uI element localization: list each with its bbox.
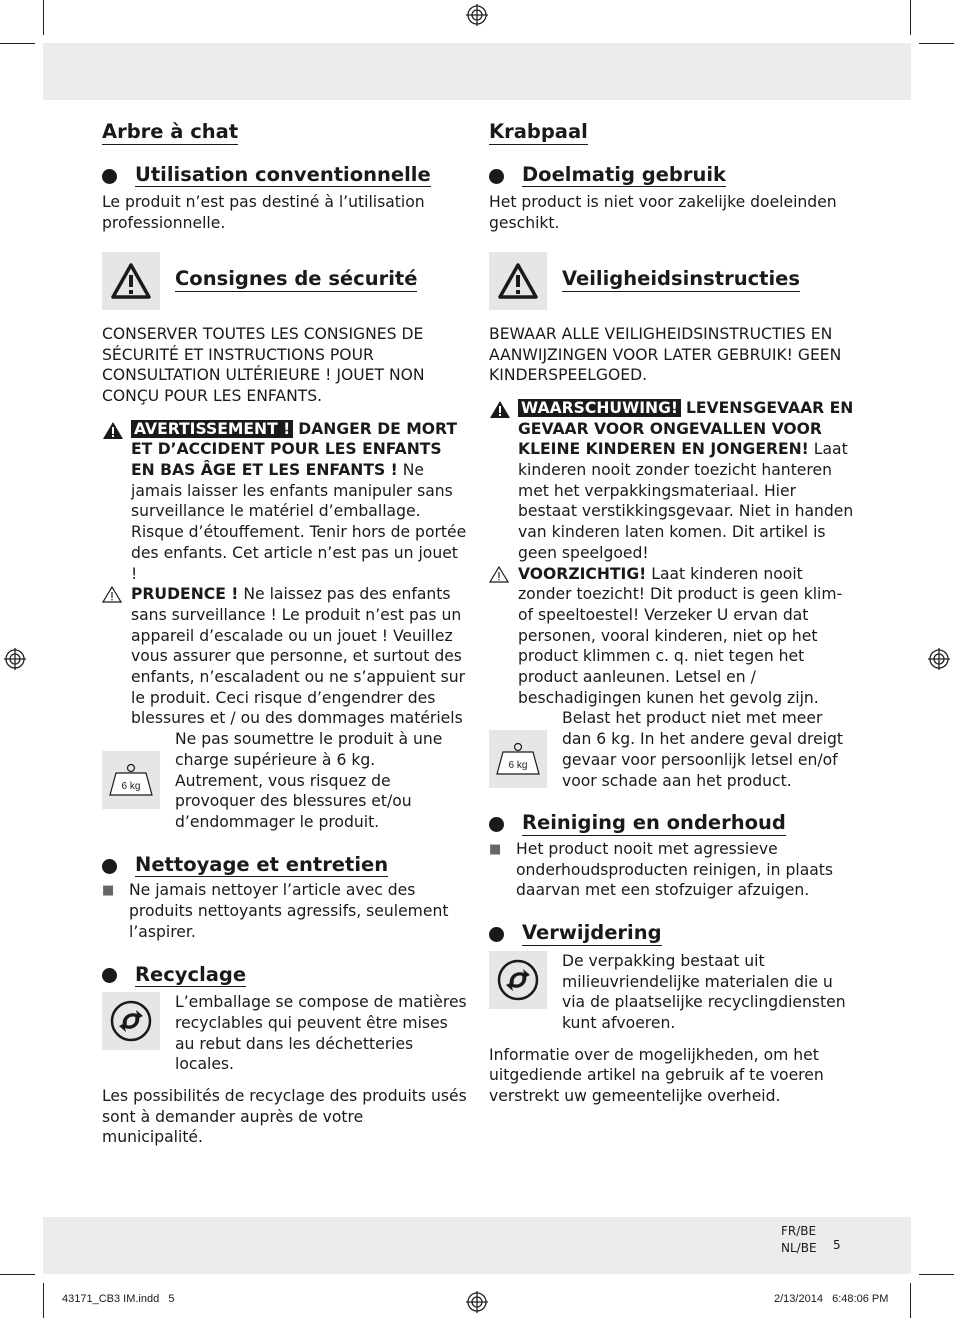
weight-text: Belast het product niet met meer dan 6 kg. In het andere geval dreigt gevaar voor persoonlijk letsel en/of voor schade aan het product.	[562, 709, 844, 790]
svg-text:6 kg: 6 kg	[121, 781, 141, 793]
section-heading-cleaning: Reiniging en onderhoud	[522, 811, 786, 835]
weight-icon	[489, 730, 547, 788]
section-heading-use: Doelmatig gebruik	[522, 162, 727, 186]
section-heading-cleaning: Nettoyage et entretien	[135, 852, 389, 876]
page-title: Arbre à chat	[102, 120, 239, 143]
section-heading-safety: Veiligheidsinstructies	[562, 267, 801, 291]
safety-intro: BEWAAR ALLE VEILIGHEIDSINSTRUCTIES EN AANWIJZINGEN VOOR LATER GEBRUIK! GEEN KINDERSPEELGOED.	[489, 324, 842, 385]
warning-triangle-icon	[102, 252, 160, 310]
weight-block	[102, 729, 468, 833]
warning-label: WAARSCHUWING!	[518, 399, 681, 417]
square-bullet-icon: ■	[102, 883, 115, 899]
header-band	[43, 43, 911, 100]
crop-mark	[0, 43, 35, 44]
cleaning-text: Het product nooit met agressieve onderhoudsproducten reinigen, in plaats daarvan met een stofzuiger afzuigen.	[516, 839, 834, 900]
page-title: Krabpaal	[489, 120, 588, 143]
cleaning-text: Ne jamais nettoyer l’article avec des produits nettoyants agressifs, seulement l’aspirer.	[129, 881, 449, 941]
weight-icon	[102, 751, 160, 809]
caution-outline-icon	[102, 584, 131, 729]
warning-bold: LEVENSGEVAAR EN GEVAAR VOOR ONGEVALLEN VOOR KLEINE KINDEREN EN JONGEREN!	[518, 398, 854, 459]
recycling-block	[102, 992, 468, 1075]
section-heading-recycling: Verwijdering	[522, 921, 662, 945]
column-french	[102, 120, 468, 1148]
recycling-note: Les possibilités de recyclage des produits usés sont à demander auprès de votre municipalité.	[102, 1087, 467, 1147]
registration-mark-icon	[466, 4, 488, 26]
section-heading-safety: Consignes de sécurité	[175, 267, 418, 291]
recycling-text: L’emballage se compose de matières recyclables qui peuvent être mises au rebut dans les déchetteries locales.	[175, 993, 467, 1074]
warning-text: Ne jamais laisser les enfants manipuler sans surveillance le matériel d’emballage. Risque d’étouffement. Tenir hors de portée des enfants. Cet article n’est pas un jouet !	[131, 461, 467, 583]
bullet-icon	[102, 859, 117, 874]
crop-mark	[43, 1283, 44, 1318]
crop-mark	[919, 1274, 954, 1275]
green-dot-recycling-icon	[102, 992, 160, 1050]
registration-mark-icon	[4, 648, 26, 670]
caution-bold: VOORZICHTIG!	[518, 564, 647, 583]
weight-block	[489, 708, 855, 791]
bullet-icon	[489, 169, 504, 184]
crop-mark	[43, 0, 44, 35]
caution-text: Ne laissez pas des enfants sans surveillance ! Le produit n’est pas un appareil d’escalade ou un jouet ! Veuillez vous assurer que personne, et surtout des enfants, n’escaladent ou ne s’appuient sur le produit. Ceci risque d’engendrer des blessures et / ou des dommages matériels	[131, 585, 466, 728]
caution-text: Laat kinderen nooit zonder toezicht! Dit product is geen klim- of speeltoestel! Verzeker U ervan dat personen, vooral kinderen, niet op het product klimmen c. q. niet tegen het product aanleunen. Letsel en / beschadigingen kunen het gevolg zijn.	[518, 564, 843, 707]
cleaning-item	[489, 839, 855, 901]
warning-text: Laat kinderen nooit zonder toezicht hanteren met het verpakkingsmateriaal. Hier bestaat verstikkingsgevaar. Niet in handen van kinderen laten komen. Dit artikel is geen speelgoed!	[518, 440, 854, 562]
warning-filled-icon	[489, 398, 518, 564]
cleaning-item	[102, 880, 468, 942]
crop-mark	[910, 1283, 911, 1318]
warning-triangle-icon	[489, 252, 547, 310]
caution-outline-icon	[489, 564, 518, 709]
language-codes	[781, 1223, 817, 1257]
green-dot-recycling-icon	[489, 951, 547, 1009]
print-timestamp: 2/13/2014 6:48:06 PM	[774, 1293, 889, 1305]
file-slug: 43171_CB3 IM.indd 5	[62, 1293, 175, 1305]
warning-bold: DANGER DE MORT ET D’ACCIDENT POUR LES ENFANTS EN BAS ÂGE ET LES ENFANTS !	[131, 419, 457, 480]
registration-mark-icon	[928, 648, 950, 670]
svg-text:6 kg: 6 kg	[508, 760, 528, 772]
caution-block	[489, 564, 855, 709]
bullet-icon	[102, 968, 117, 983]
safety-intro: CONSERVER TOUTES LES CONSIGNES DE SÉCURITÉ ET INSTRUCTIONS POUR CONSULTATION ULTÉRIEURE ! JOUET NON CONÇU POUR LES ENFANTS.	[102, 324, 425, 405]
recycling-note: Informatie over de mogelijkheden, om het uitgediende artikel na gebruik af te voeren verstrekt uw gemeentelijke overheid.	[489, 1045, 824, 1106]
section-heading-recycling: Recyclage	[135, 962, 247, 986]
crop-mark	[919, 43, 954, 44]
use-text: Het product is niet voor zakelijke doeleinden geschikt.	[489, 193, 837, 233]
crop-mark	[910, 0, 911, 35]
warning-block	[102, 419, 468, 585]
column-dutch	[489, 120, 855, 1107]
crop-mark	[0, 1274, 35, 1275]
registration-mark-icon	[466, 1291, 488, 1313]
section-heading-use: Utilisation conventionnelle	[135, 162, 431, 186]
bullet-icon	[489, 927, 504, 942]
language-code: FR/BE	[781, 1224, 817, 1238]
caution-bold: PRUDENCE !	[131, 585, 239, 604]
warning-label: AVERTISSEMENT !	[131, 420, 293, 438]
caution-block	[102, 584, 468, 729]
weight-text: Ne pas soumettre le produit à une charge supérieure à 6 kg. Autrement, vous risquez de provoquer des blessures et/ou d’endommager le produit.	[175, 730, 443, 831]
language-code: NL/BE	[781, 1241, 817, 1255]
bullet-icon	[489, 817, 504, 832]
recycling-text: De verpakking bestaat uit milieuvriendelijke materialen die u via de plaatselijke recyclingdiensten kunt afvoeren.	[562, 951, 846, 1032]
recycling-block	[489, 951, 855, 1034]
square-bullet-icon: ■	[489, 841, 502, 857]
page-number: 5	[833, 1238, 841, 1252]
warning-filled-icon	[102, 419, 131, 585]
bullet-icon	[102, 169, 117, 184]
warning-block	[489, 398, 855, 564]
use-text: Le produit n’est pas destiné à l’utilisation professionnelle.	[102, 193, 425, 233]
